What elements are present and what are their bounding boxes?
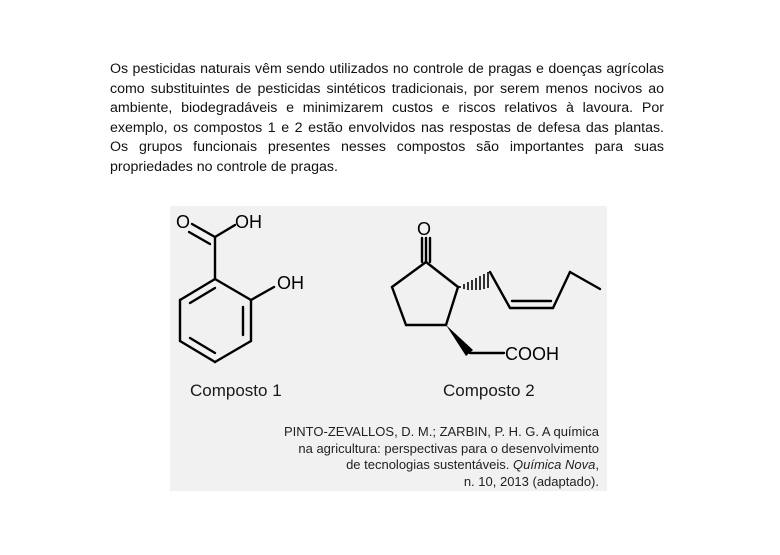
- citation-journal-name: Química Nova: [513, 457, 596, 472]
- source-citation: [239, 424, 599, 490]
- compound1-acid-oh-label: OH: [235, 212, 262, 232]
- citation-line-2: na agricultura: perspectivas para o desenvolvimento: [298, 440, 599, 456]
- citation-line-3: [239, 457, 599, 474]
- compound2-ketone-o-label: O: [417, 219, 432, 239]
- compound1-carbonyl-o-label: O: [176, 212, 191, 232]
- figure-panel: [170, 206, 607, 491]
- solid-wedge-bond: [446, 325, 473, 356]
- citation-line-1: PINTO-ZEVALLOS, D. M.; ZARBIN, P. H. G. A química: [284, 424, 599, 439]
- compound1-phenol-oh-label: OH: [277, 273, 304, 293]
- compound1-structure: [180, 224, 274, 362]
- compound1-caption: Composto 1: [190, 381, 282, 400]
- citation-line-3-comma: ,: [595, 457, 599, 472]
- compound2-caption: Composto 2: [443, 381, 535, 400]
- compound2-structure: [392, 238, 600, 353]
- intro-paragraph: Os pesticidas naturais vêm sendo utilizados no controle de pragas e doenças agrícolas como substituintes de pesticidas sintéticos tradicionais, por serem menos nocivos ao ambiente, biodegradáveis e minimizarem custos e riscos relativos à lavoura. Por exemplo, os compostos 1 e 2 estão envolvidos nas respostas de defesa das plantas. Os grupos funcionais presentes nesses compostos são importantes para suas propriedades no controle de pragas.: [110, 61, 664, 175]
- citation-line-4: n. 10, 2013 (adaptado).: [463, 473, 599, 489]
- citation-line-3-text: de tecnologias sustentáveis.: [346, 457, 513, 472]
- hashed-wedge-bond: [460, 272, 488, 290]
- compound2-cooh-label: COOH: [505, 344, 559, 364]
